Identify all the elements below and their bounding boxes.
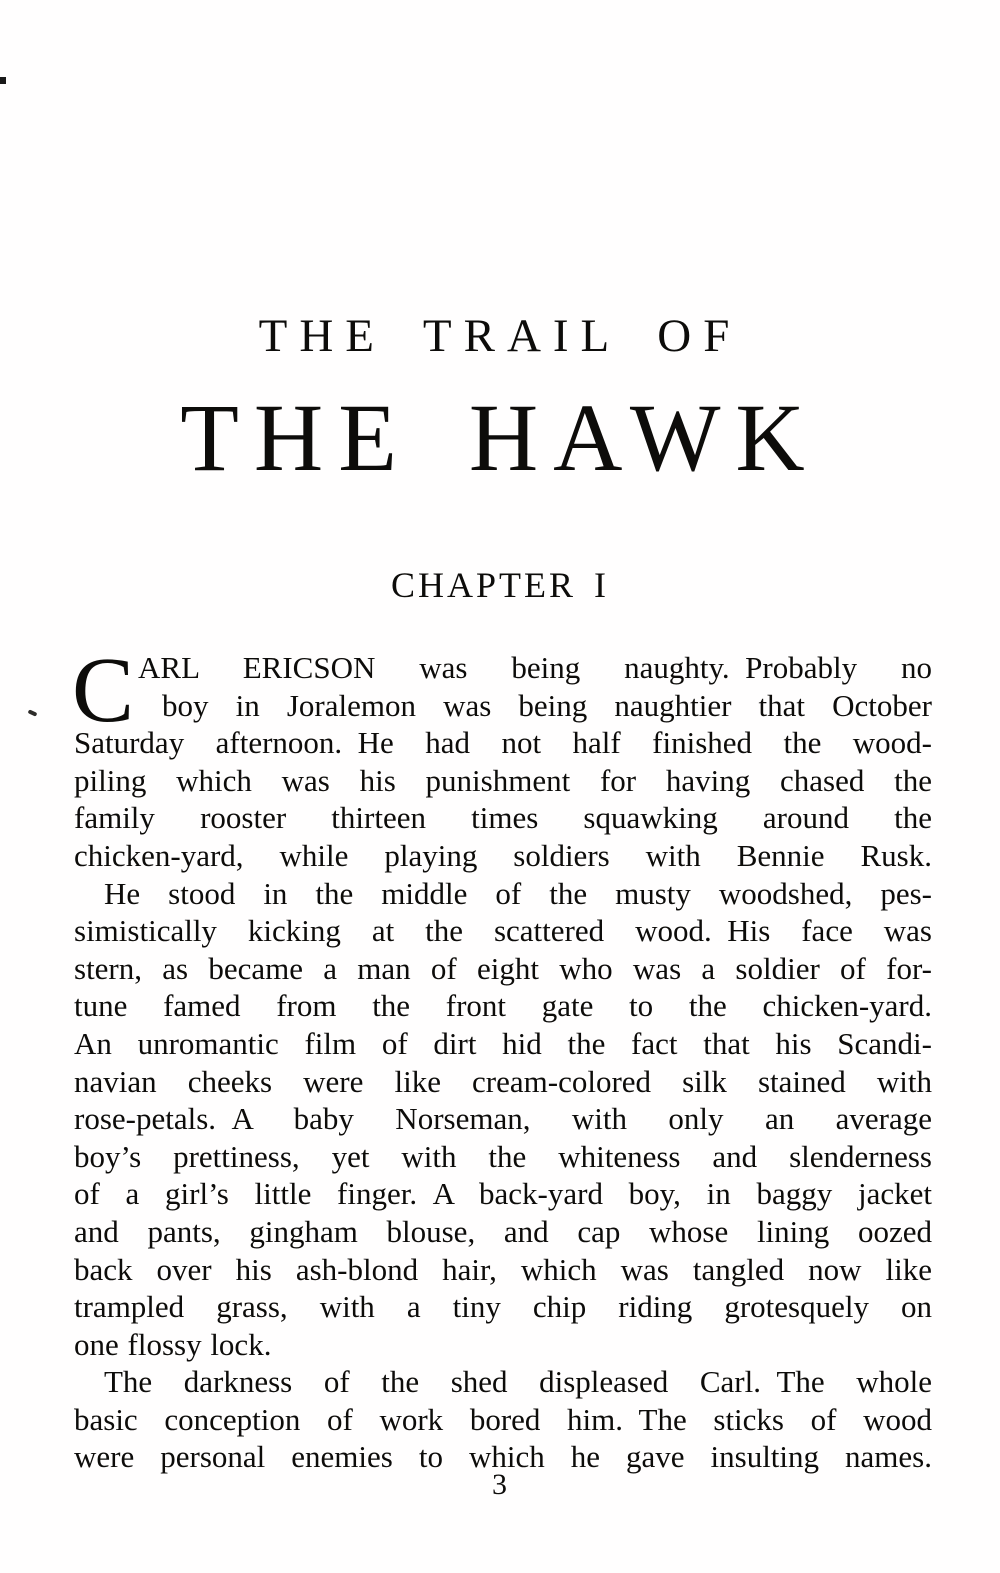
paragraph	[74, 649, 932, 875]
text-line: were personal enemies to which he gave insulting names.	[74, 1439, 932, 1475]
text-line: family rooster thirteen times squawking around the	[74, 800, 932, 836]
body-text	[74, 649, 932, 1476]
scan-artifact	[28, 709, 38, 716]
book-title: THE HAWK	[180, 384, 820, 491]
text-line: stern, as became a man of eight who was a soldier of for-	[74, 950, 932, 986]
paragraph	[74, 875, 932, 1364]
text-line: chicken-yard, while playing soldiers with Bennie Rusk.	[74, 837, 932, 873]
text-line: tune famed from the front gate to the chicken-yard.	[74, 988, 932, 1024]
scan-artifact	[0, 77, 6, 84]
text-line: He stood in the middle of the musty woodshed, pes-	[104, 875, 932, 911]
text-line: simistically kicking at the scattered wood. His face was	[74, 913, 932, 949]
text-line: boy in Joralemon was being naughtier that October	[162, 687, 932, 723]
text-line: The darkness of the shed displeased Carl. The whole	[104, 1364, 932, 1400]
drop-cap: C	[72, 639, 135, 742]
text-line: one flossy lock.	[74, 1326, 272, 1362]
text-line: basic conception of work bored him. The sticks of wood	[74, 1401, 932, 1437]
chapter-heading: CHAPTER I	[390, 565, 609, 605]
text-line: boy’s prettiness, yet with the whiteness and slenderness	[74, 1138, 932, 1174]
text-line: back over his ash-blond hair, which was tangled now like	[74, 1251, 932, 1287]
page-number: 3	[492, 1468, 508, 1501]
text-line: navian cheeks were like cream-colored silk stained with	[74, 1063, 932, 1099]
text-line: ARL ERICSON was being naughty. Probably no	[138, 650, 932, 685]
text-line: piling which was his punishment for having chased the	[74, 762, 932, 798]
series-title: THE TRAIL OF	[258, 310, 742, 362]
text-line: rose-petals. A baby Norseman, with only an average	[74, 1101, 932, 1137]
text-line: and pants, gingham blouse, and cap whose lining oozed	[74, 1213, 932, 1249]
text-line: Saturday afternoon. He had not half finished the wood-	[74, 725, 932, 761]
text-line: of a girl’s little finger. A back-yard boy, in baggy jacket	[74, 1176, 932, 1212]
text-line: An unromantic film of dirt hid the fact that his Scandi-	[74, 1025, 932, 1061]
paragraph	[74, 1363, 932, 1476]
text-line: trampled grass, with a tiny chip riding grotesquely on	[74, 1289, 932, 1325]
